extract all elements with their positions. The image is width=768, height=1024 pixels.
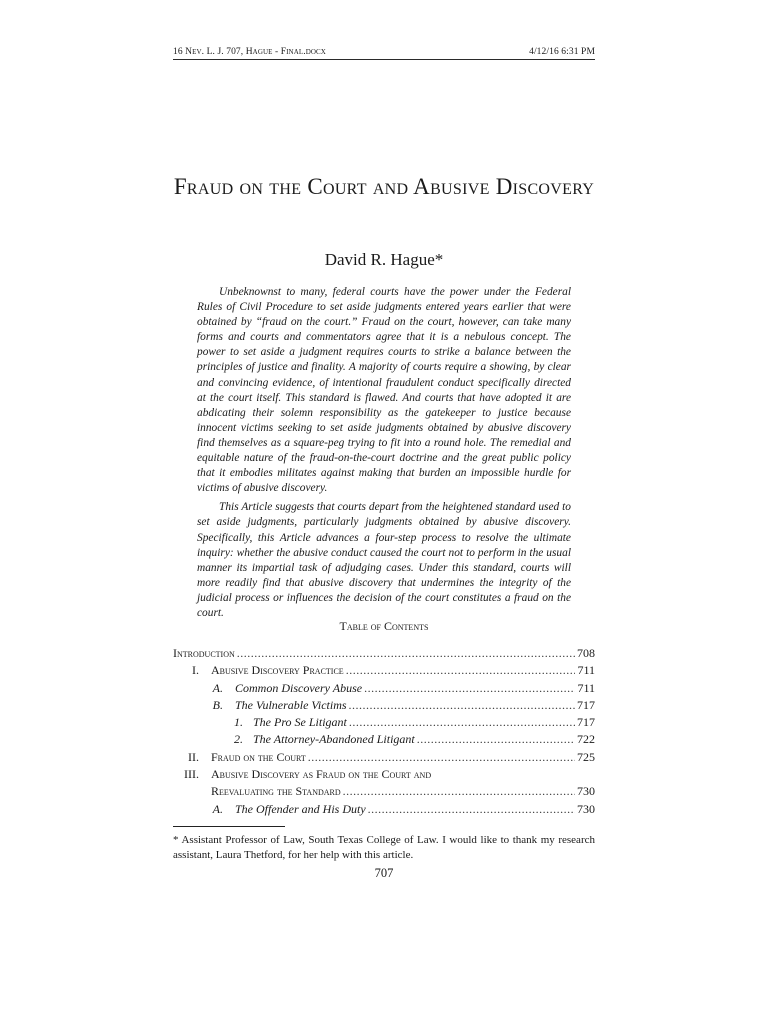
abstract-paragraph: This Article suggests that courts depart from the heightened standard used to set aside judgments, particularly judgments obtained by abusive discovery. Specifically, this Article advances a four-step process to resolve the ultimate inquiry: whether the abusive conduct caused the court not to perform in the usual manner its impartial task of adjudging cases. Under this standard, courts will more readily find that abusive discovery that undermines the integrity of the judicial process or influences the decision of the court constitutes a fraud on the court.: [197, 501, 571, 619]
toc-dot-leader: [364, 680, 575, 697]
toc-entry-label: Reevaluating the Standard: [211, 784, 341, 799]
abstract: [197, 285, 571, 625]
toc-dot-leader: [417, 731, 575, 748]
toc-entry-label: Abusive Discovery Practice: [211, 663, 344, 678]
toc-entry-number: 1.: [234, 715, 243, 730]
toc-entry-number: I.: [192, 663, 199, 678]
toc-entry: [173, 680, 595, 697]
toc-dot-leader: [237, 645, 575, 662]
toc-entry-number: III.: [184, 767, 199, 782]
footnote-divider: [173, 826, 285, 827]
toc-entry-label: The Offender and His Duty: [235, 801, 366, 816]
toc-entry: [173, 662, 595, 679]
toc-entry-label: Common Discovery Abuse: [235, 680, 363, 695]
toc-entry-number: A.: [212, 801, 223, 816]
toc-dot-leader: [343, 783, 575, 800]
toc-entry: [173, 801, 595, 818]
toc-entry: [173, 645, 595, 662]
toc-entry-page: 708: [577, 646, 595, 660]
toc-entry-page: 711: [577, 663, 595, 678]
toc-entry-number: B.: [212, 697, 223, 712]
toc-dot-leader: [346, 662, 576, 679]
author-name: David R. Hague*: [324, 250, 444, 269]
toc-entry-label: Abusive Discovery as Fraud on the Court and: [211, 767, 432, 782]
toc-entry-label: The Pro Se Litigant: [253, 715, 347, 730]
toc-entry-label: Introduction: [173, 646, 235, 660]
toc-entry-number: 2.: [234, 732, 243, 747]
article-title: Fraud on the Court and Abusive Discovery: [173, 174, 595, 199]
toc-entry-label: The Vulnerable Victims: [235, 697, 347, 712]
toc-entry: [173, 766, 595, 783]
toc-dot-leader: [308, 749, 575, 766]
toc-entry: [173, 714, 595, 731]
toc-entry-page: 717: [577, 715, 595, 730]
toc-dot-leader: [368, 801, 575, 818]
toc-entry: [173, 697, 595, 714]
toc-entry-label: Fraud on the Court: [211, 749, 306, 764]
toc-dot-leader: [349, 714, 575, 731]
toc-entry: [173, 731, 595, 748]
toc-dot-leader: [349, 697, 575, 714]
toc-entry-number: A.: [212, 680, 223, 695]
toc-entry: [173, 783, 595, 800]
toc-entry-page: 730: [577, 784, 595, 799]
toc-entry-page: 717: [577, 697, 595, 712]
toc-entry-number: II.: [188, 749, 199, 764]
toc-entry-label: The Attorney-Abandoned Litigant: [253, 732, 415, 747]
abstract-paragraph: Unbeknownst to many, federal courts have the power under the Federal Rules of Civil Procedure to set aside judgments entered years earlier that were obtained by “fraud on the court.” Fraud on the court, however, can take many forms and courts and commentators agree that it is a nebulous concept. The power to set aside a judgment requires courts to strike a balance between the principles of justice and finality. A majority of courts require a showing, by clear and convincing evidence, of intentional fraudulent conduct specifically directed at the court itself. This standard is flawed. And courts that have adopted it are abdicating their solemn responsibility as the gatekeeper to justice because innocent victims seeking to set aside judgments obtained by abusive discovery find themselves as a square-peg trying to fit into a round hole. The remedial and equitable nature of the fraud-on-the-court doctrine and the great public policy that it embodies militates against making that burden an impossible hurdle for victims of abusive discovery.: [197, 286, 571, 495]
toc-entry-page: 711: [577, 680, 595, 695]
footnote: * Assistant Professor of Law, South Texas College of Law. I would like to thank my research assistant, Laura Thetford, for her help with this article.: [173, 834, 595, 861]
toc-heading: Table of Contents: [339, 619, 429, 633]
page-number: 707: [374, 866, 394, 880]
toc-entry: [173, 749, 595, 766]
table-of-contents: [173, 645, 595, 818]
toc-entry-page: 725: [577, 749, 595, 764]
running-head-timestamp: 4/12/16 6:31 PM: [529, 47, 595, 57]
running-head: [173, 47, 595, 60]
toc-entry-page: 722: [577, 732, 595, 747]
running-head-citation: 16 Nev. L. J. 707, Hague - Final.docx: [173, 47, 326, 57]
toc-entry-page: 730: [577, 801, 595, 816]
